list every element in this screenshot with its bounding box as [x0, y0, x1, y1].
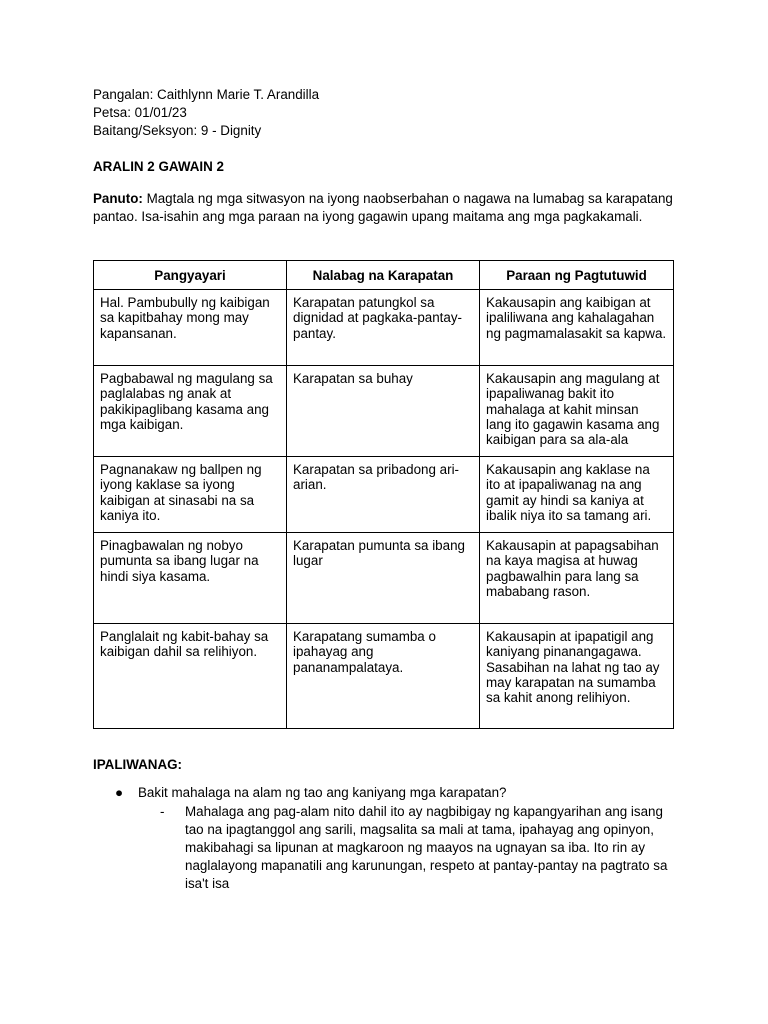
table-row: [94, 290, 674, 366]
table-row: [94, 624, 674, 729]
instructions-label: Panuto:: [93, 191, 143, 206]
answer-text: Mahalaga ang pag-alam nito dahil ito ay nagbibigay ng kapangyarihan ang isang tao na ipagtanggol ang sarili, magsalita sa mali at tama, ipahayag ang opinyon, makibahagi sa lipunan at magkaroon ng maayos na ugnayan sa iba. Ito rin ay naglalayong mapanatili ang karunungan, respeto at pantay-pantay na pagtrato sa isa't isa: [185, 804, 668, 891]
table-cell: Kakausapin ang kaklase na ito at ipapaliwanag na ang gamit ay hindi sa kaniya at ibalik niya ito sa tamang ari.: [480, 457, 674, 533]
table-cell: Karapatan sa pribadong ari-arian.: [287, 457, 480, 533]
question-text: Bakit mahalaga na alam ng tao ang kaniyang mga karapatan?: [138, 785, 507, 800]
table-cell: Pagbabawal ng magulang sa paglalabas ng anak at pakikipaglibang kasama ang mga kaibigan.: [94, 366, 287, 457]
instructions-text: Magtala ng mga sitwasyon na iyong naobserbahan o nagawa na lumabag sa karapatang pantao. Isa-isahin ang mga paraan na iyong gagawin upang maitama ang mga pagkakamali.: [93, 191, 673, 224]
activity-title: ARALIN 2 GAWAIN 2: [93, 159, 224, 174]
date-line: Petsa: 01/01/23: [93, 105, 187, 120]
rights-table: [93, 260, 674, 729]
table-row: [94, 533, 674, 624]
table-cell: Pinagbawalan ng nobyo pumunta sa ibang lugar na hindi siya kasama.: [94, 533, 287, 624]
table-cell: Kakausapin ang magulang at ipapaliwanag bakit ito mahalaga at kahit minsan lang ito gagawin kasama ang kaibigan para sa ala-ala: [480, 366, 674, 457]
table-cell: Karapatan pumunta sa ibang lugar: [287, 533, 480, 624]
answer-item: [93, 803, 675, 893]
table-cell: Kakausapin at papagsabihan na kaya magisa at huwag pagbawalhin para lang sa mababang rason.: [480, 533, 674, 624]
table-cell: Panglalait ng kabit-bahay sa kaibigan dahil sa relihiyon.: [94, 624, 287, 729]
table-header-row: [94, 261, 674, 290]
bullet-icon: ●: [115, 785, 124, 800]
section-line: Baitang/Seksyon: 9 - Dignity: [93, 123, 262, 138]
question-item: [93, 784, 683, 802]
header-paraan-ng-pagtutuwid: Paraan ng Pagtutuwid: [480, 261, 674, 290]
table-cell: Kakausapin ang kaibigan at ipaliliwana ang kahalagahan ng pagmamalasakit sa kapwa.: [480, 290, 674, 366]
table-cell: Hal. Pambubully ng kaibigan sa kapitbahay mong may kapansanan.: [94, 290, 287, 366]
name-line: Pangalan: Caithlynn Marie T. Arandilla: [93, 87, 320, 102]
header-nalabag-na-karapatan: Nalabag na Karapatan: [287, 261, 480, 290]
table-cell: Pagnanakaw ng ballpen ng iyong kaklase sa iyong kaibigan at sinasabi na sa kaniya ito.: [94, 457, 287, 533]
table-row: [94, 366, 674, 457]
explain-heading: IPALIWANAG:: [93, 757, 183, 772]
explain-section: [93, 756, 683, 893]
document-header: [93, 86, 683, 226]
dash-icon: -: [160, 804, 165, 819]
instructions: [93, 190, 673, 226]
header-pangyayari: Pangyayari: [94, 261, 287, 290]
table-cell: Karapatan sa buhay: [287, 366, 480, 457]
table-row: [94, 457, 674, 533]
table-cell: Karapatang sumamba o ipahayag ang pananampalataya.: [287, 624, 480, 729]
table-cell: Karapatan patungkol sa dignidad at pagkaka-pantay-pantay.: [287, 290, 480, 366]
table-cell: Kakausapin at ipapatigil ang kaniyang pinanangagawa. Sasabihan na lahat ng tao ay may karapatan na sumamba sa kahit anong relihiyon.: [480, 624, 674, 729]
